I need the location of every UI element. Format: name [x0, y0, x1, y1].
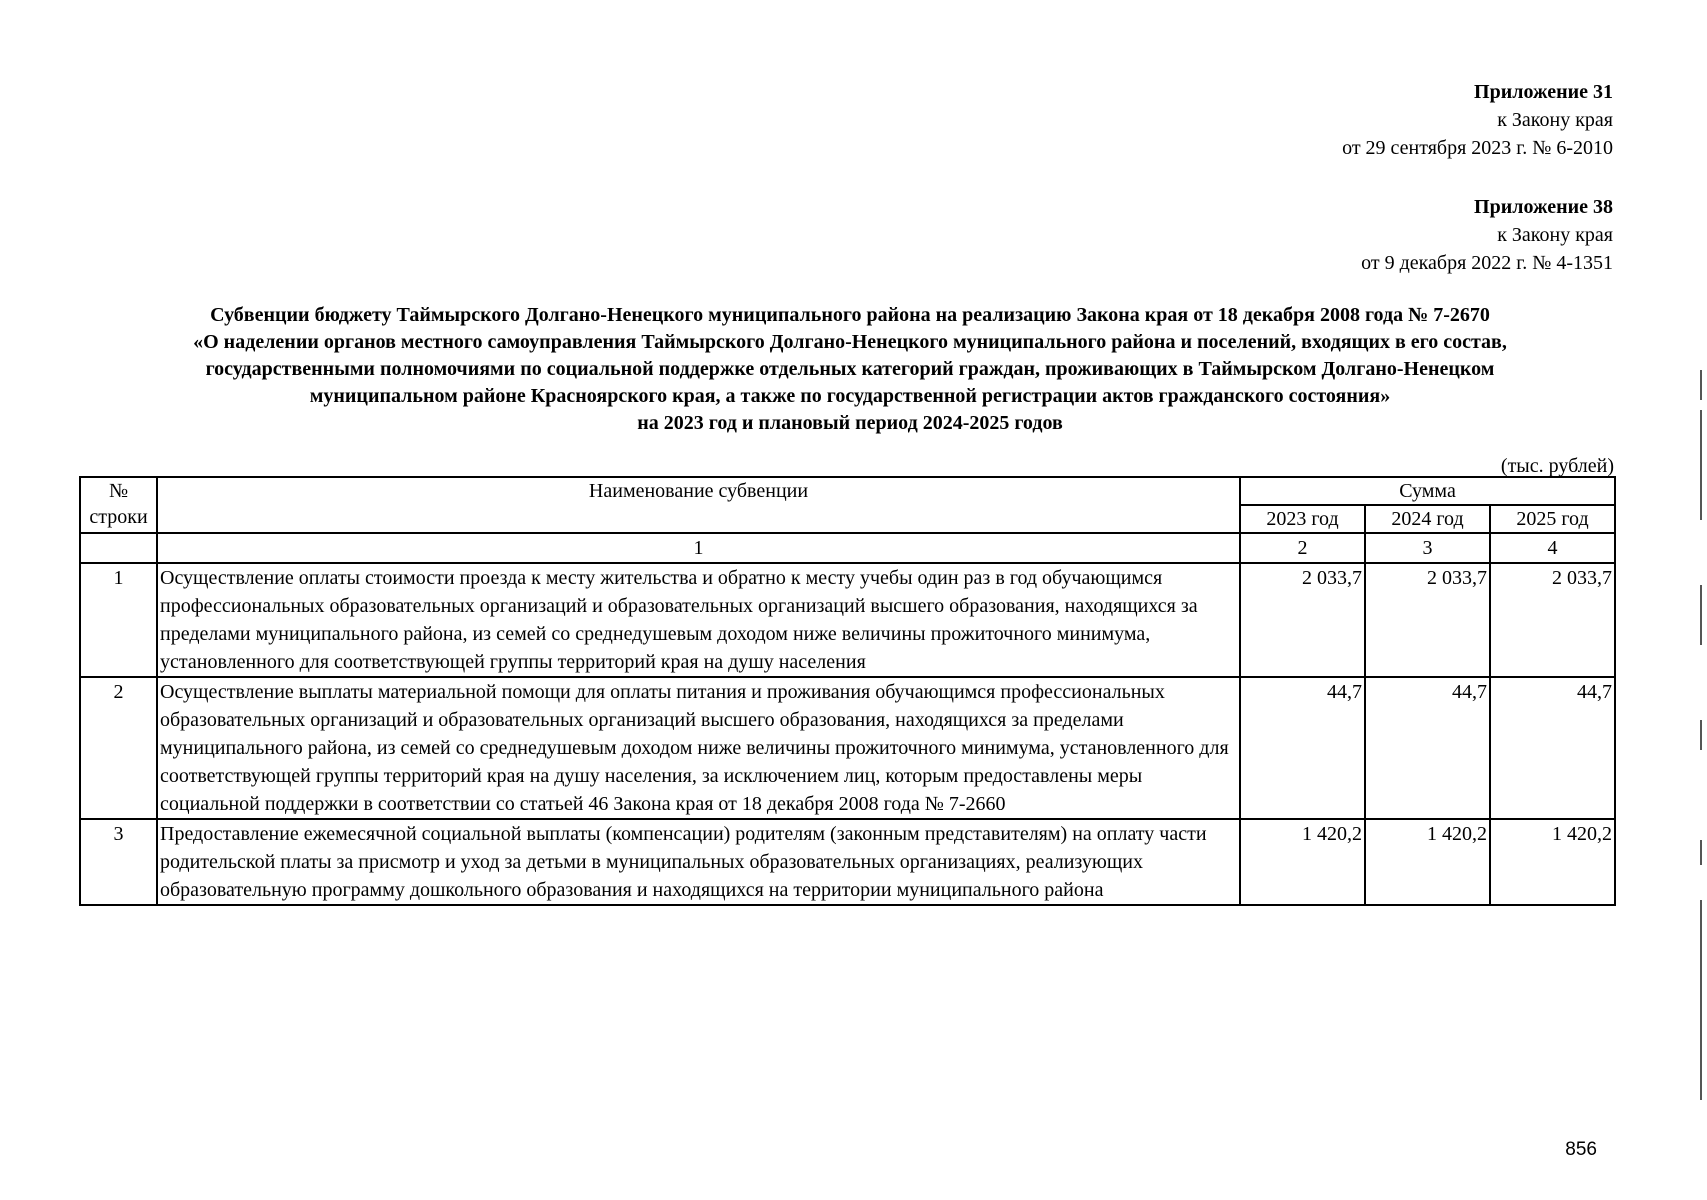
appendix-law-line: к Закону края [1497, 109, 1613, 131]
header-year-2023: 2023 год [1240, 505, 1365, 533]
amount-2024: 44,7 [1365, 677, 1490, 819]
amount-2023: 2 033,7 [1240, 563, 1365, 677]
scan-artifact-line [1700, 900, 1702, 1100]
appendix-title: Приложение 38 [1474, 196, 1613, 218]
page-number: 856 [1565, 1139, 1597, 1160]
document-title [80, 302, 1620, 437]
column-number: 2 [1240, 533, 1365, 563]
amount-2023: 44,7 [1240, 677, 1365, 819]
scan-artifact-line [1700, 370, 1702, 400]
column-number-empty [80, 533, 157, 563]
table-row [80, 677, 1615, 819]
title-line: Субвенции бюджету Таймырского Долгано-Ненецкого муниципального района на реализацию Закона края от 18 декабря 2008 года № 7-2670 [210, 304, 1490, 326]
header-row-number: № строки [80, 477, 157, 533]
title-line: муниципальном районе Красноярского края, а также по государственной регистрации актов гражданского состояния» [309, 385, 1391, 407]
appendix-date-line: от 9 декабря 2022 г. № 4-1351 [1361, 252, 1613, 274]
amount-2024: 1 420,2 [1365, 819, 1490, 905]
appendix-law-line: к Закону края [1497, 224, 1613, 246]
amount-2025: 2 033,7 [1490, 563, 1615, 677]
amount-2023: 1 420,2 [1240, 819, 1365, 905]
subvention-name: Осуществление оплаты стоимости проезда к месту жительства и обратно к месту учебы один раз в год обучающимся профессиональных образовательных организаций и образовательных организаций высшего образования, находящихся за пределами муниципального района, из семей со среднедушевым доходом ниже величины прожиточного минимума, установленного для соответствующей группы территорий края на душу населения [157, 563, 1240, 677]
units-label: (тыс. рублей) [1500, 455, 1614, 477]
table-row [80, 563, 1615, 677]
amount-2024: 2 033,7 [1365, 563, 1490, 677]
header-year-2024: 2024 год [1365, 505, 1490, 533]
column-number-row [80, 533, 1615, 563]
subventions-table [79, 476, 1616, 906]
table-header-row [80, 477, 1615, 505]
appendix-38-block [1361, 193, 1613, 277]
row-number: 3 [80, 819, 157, 905]
appendix-title: Приложение 31 [1474, 81, 1613, 103]
scan-artifact-line [1700, 585, 1702, 645]
title-line: на 2023 год и плановый период 2024-2025 годов [637, 412, 1063, 434]
scan-artifact-line [1700, 720, 1702, 750]
title-line: «О наделении органов местного самоуправления Таймырского Долгано-Ненецкого муниципального района и поселений, входящих в его состав, [193, 331, 1507, 353]
subvention-name: Осуществление выплаты материальной помощи для оплаты питания и проживания обучающимся профессиональных образовательных организаций и образовательных организаций высшего образования, находящихся за пределами муниципального района, из семей со среднедушевым доходом ниже величины прожиточного минимума, установленного для соответствующей группы территорий края на душу населения, за исключением лиц, которым предоставлены меры социальной поддержки в соответствии со статьей 46 Закона края от 18 декабря 2008 года № 7-2660 [157, 677, 1240, 819]
amount-2025: 1 420,2 [1490, 819, 1615, 905]
row-number: 2 [80, 677, 157, 819]
title-line: государственными полномочиями по социальной поддержке отдельных категорий граждан, проживающих в Таймырском Долгано-Ненецком [205, 358, 1495, 380]
amount-2025: 44,7 [1490, 677, 1615, 819]
appendix-31-block [1342, 78, 1613, 162]
subvention-name: Предоставление ежемесячной социальной выплаты (компенсации) родителям (законным представителям) на оплату части родительской платы за присмотр и уход за детьми в муниципальных образовательных организациях, реализующих образовательную программу дошкольного образования и находящихся на территории муниципального района [157, 819, 1240, 905]
scan-artifact-line [1700, 840, 1702, 865]
row-number: 1 [80, 563, 157, 677]
header-sum: Сумма [1240, 477, 1615, 505]
header-subvention-name: Наименование субвенции [157, 477, 1240, 533]
column-number: 1 [157, 533, 1240, 563]
appendix-date-line: от 29 сентября 2023 г. № 6-2010 [1342, 137, 1613, 159]
header-year-2025: 2025 год [1490, 505, 1615, 533]
column-number: 3 [1365, 533, 1490, 563]
scan-artifact-line [1700, 410, 1702, 520]
column-number: 4 [1490, 533, 1615, 563]
table-row [80, 819, 1615, 905]
